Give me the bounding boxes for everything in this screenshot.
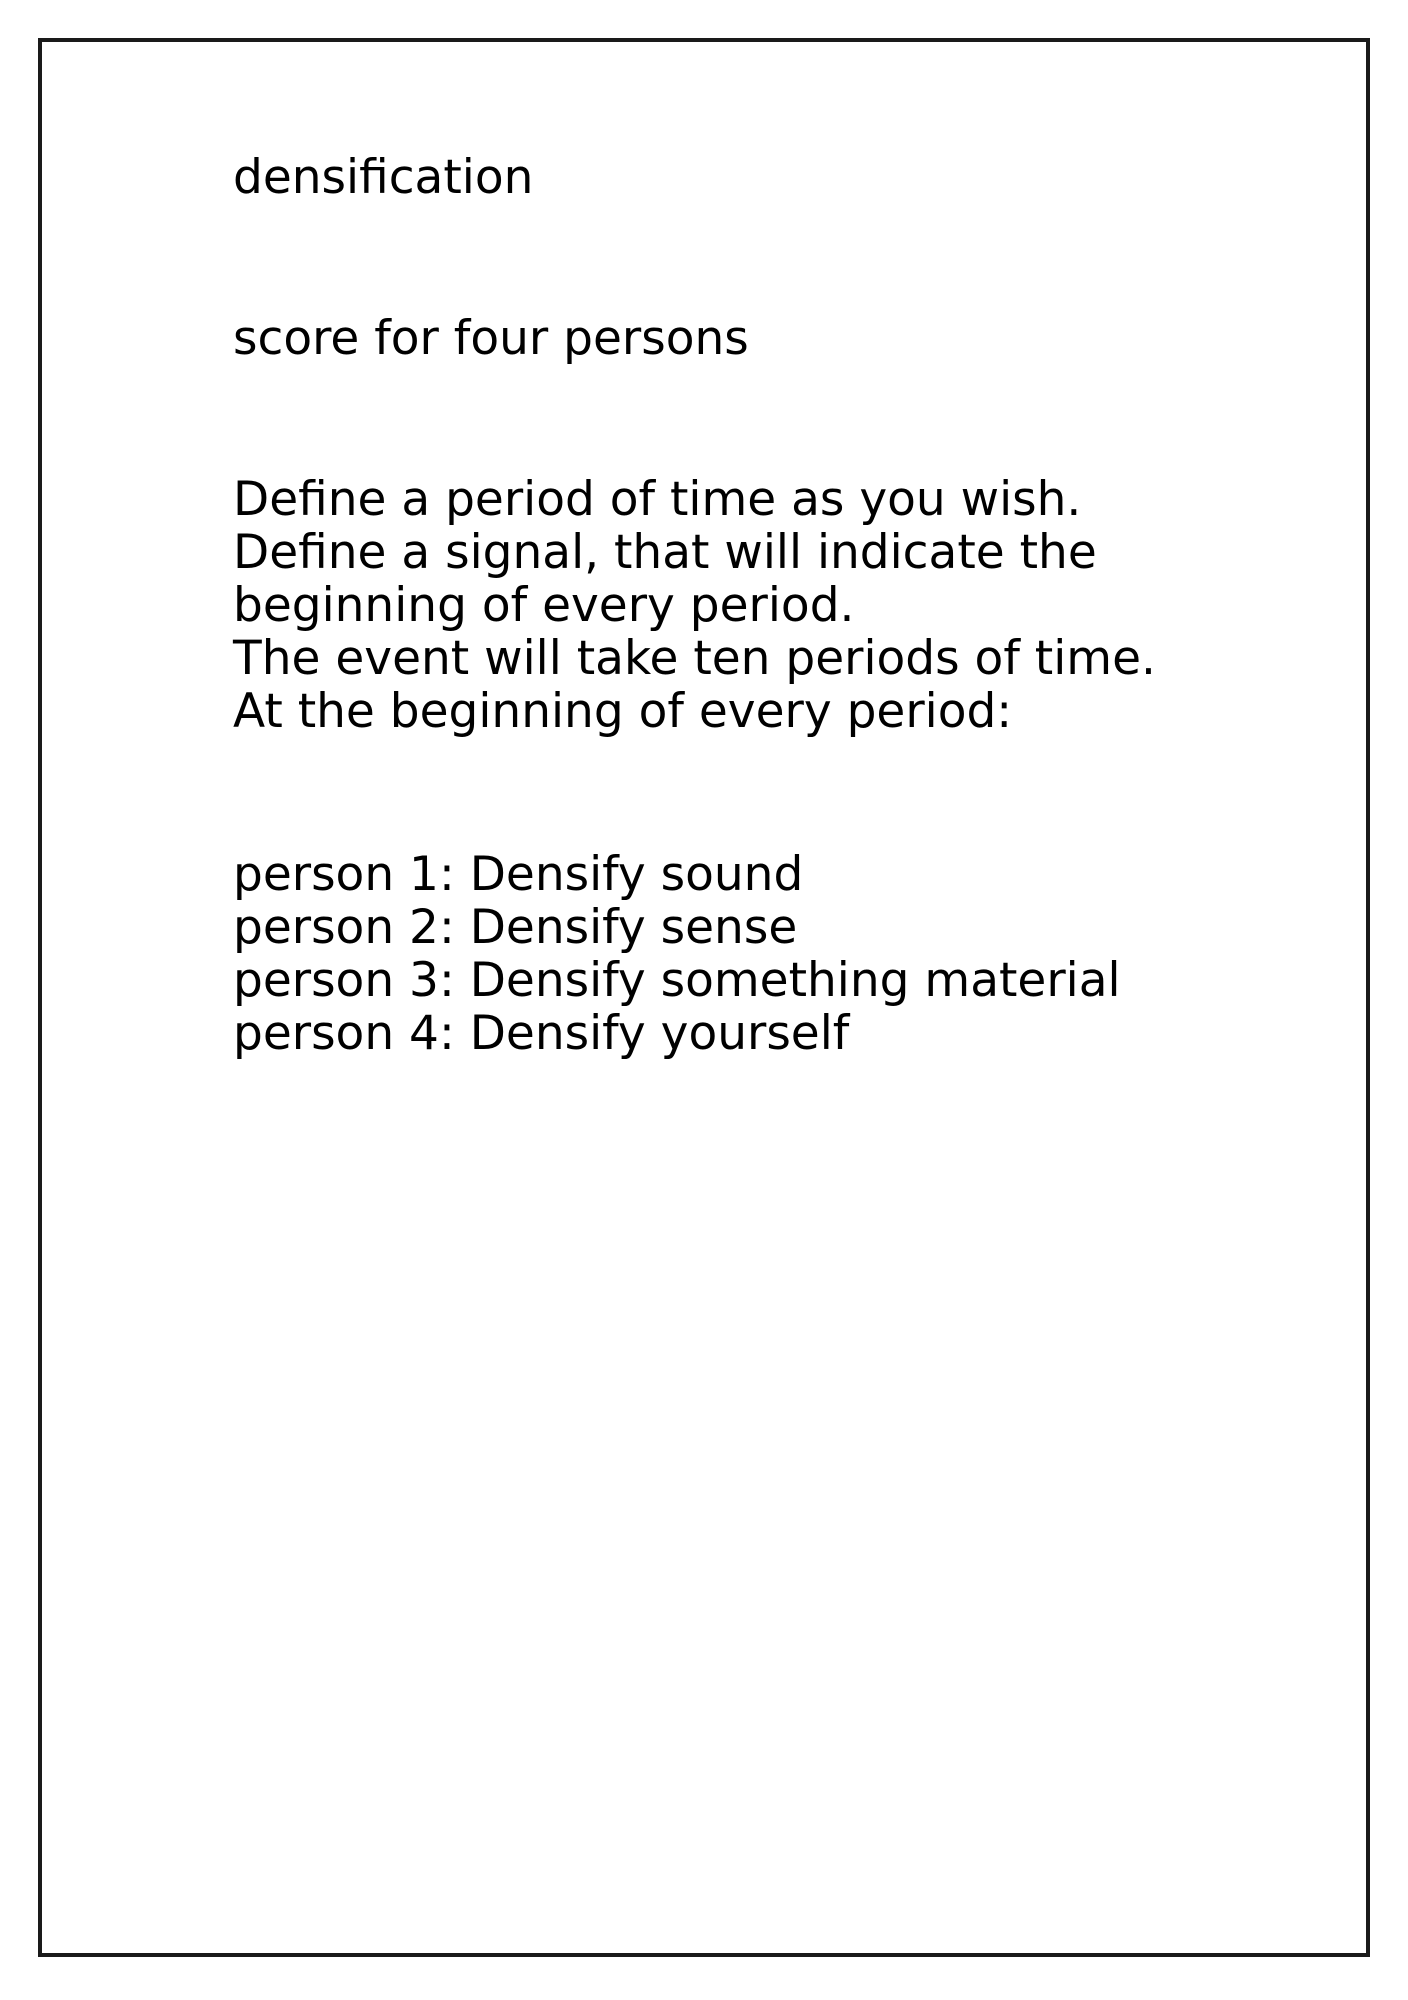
person-item: person 3: Densify something material [233, 953, 1121, 1008]
instruction-line: The event will take ten periods of time. [233, 631, 1156, 686]
person-item: person 1: Densify sound [233, 847, 804, 902]
persons-list [233, 848, 1121, 1060]
document-subtitle: score for four persons [233, 311, 749, 366]
person-item: person 2: Densify sense [233, 900, 798, 955]
instruction-line: At the beginning of every period: [233, 684, 1013, 739]
instructions-block [233, 473, 1156, 738]
instruction-line: beginning of every period. [233, 578, 855, 633]
instruction-line: Define a signal, that will indicate the [233, 525, 1097, 580]
person-item: person 4: Densify yourself [233, 1006, 850, 1061]
document-title: densification [233, 150, 534, 205]
instruction-line: Define a period of time as you wish. [233, 472, 1082, 527]
